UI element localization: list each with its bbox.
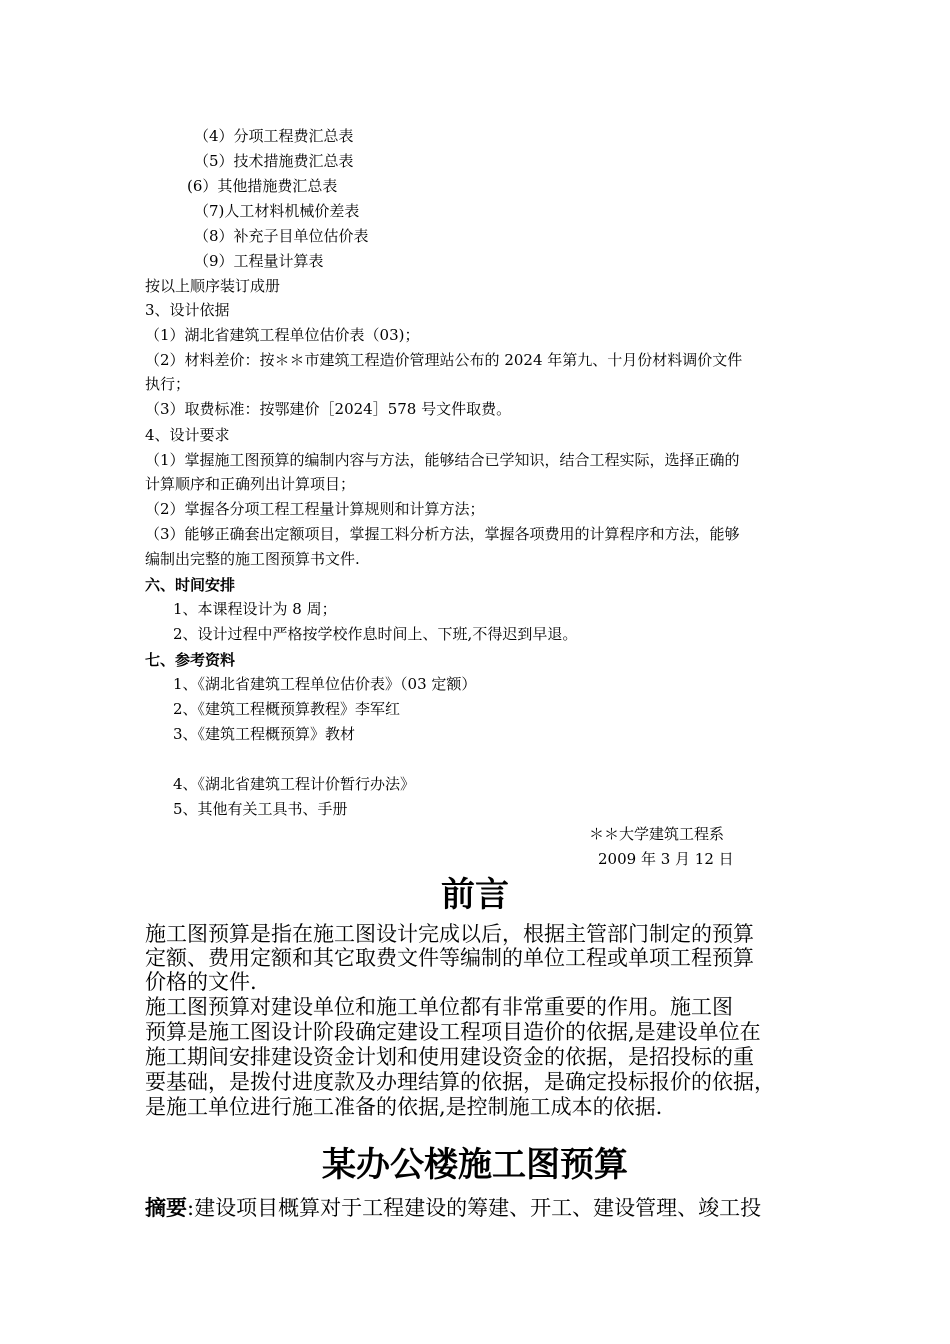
references-heading: 七、参考资料 [145, 651, 236, 669]
preface-paragraph-line: 是施工单位进行施工准备的依据,是控制施工成本的依据. [145, 1095, 663, 1119]
reference-item: 3、《建筑工程概预算》教材 [173, 725, 356, 743]
design-basis-item: （1）湖北省建筑工程单位估价表（03)； [145, 326, 420, 344]
abstract-label: 摘要 [145, 1195, 187, 1220]
signature-org: ＊＊大学建筑工程系 [589, 825, 725, 843]
abstract-line [145, 1196, 825, 1220]
design-req-heading: 4、设计要求 [145, 426, 230, 444]
preface-paragraph-line: 预算是施工图设计阶段确定建设工程项目造价的依据,是建设单位在 [145, 1020, 761, 1044]
design-req-item: （2）掌握各分项工程工程量计算规则和计算方法； [145, 500, 485, 518]
preface-title: 前言 [441, 875, 509, 915]
design-basis-item: （2）材料差价：按＊＊市建筑工程造价管理站公布的 2024 年第九、十月份材料调价文件 [145, 351, 743, 369]
reference-item: 5、其他有关工具书、手册 [173, 800, 348, 818]
design-basis-item: （3）取费标准：按鄂建价［2024］578 号文件取费。 [145, 400, 512, 418]
preface-paragraph-line: 价格的文件. [145, 970, 257, 994]
preface-paragraph-line: 施工图预算是指在施工图设计完成以后，根据主管部门制定的预算 [145, 922, 754, 946]
schedule-item: 2、设计过程中严格按学校作息时间上、下班,不得迟到早退。 [173, 625, 578, 643]
schedule-heading: 六、时间安排 [145, 576, 236, 594]
preface-paragraph-line: 施工期间安排建设资金计划和使用建设资金的依据，是招投标的重 [145, 1045, 754, 1069]
signature-date: 2009 年 3 月 12 日 [598, 850, 734, 868]
abstract-text: :建设项目概算对于工程建设的筹建、开工、建设管理、竣工投 [187, 1196, 762, 1220]
design-basis-heading: 3、设计依据 [145, 301, 230, 319]
design-req-item-cont: 计算顺序和正确列出计算项目； [145, 475, 356, 493]
list-item: （7)人工材料机械价差表 [194, 202, 360, 220]
list-item: （4）分项工程费汇总表 [194, 127, 354, 145]
preface-paragraph-line: 要基础，是拨付进度款及办理结算的依据，是确定投标报价的依据， [145, 1070, 775, 1094]
list-item: (6）其他措施费汇总表 [187, 177, 338, 195]
preface-paragraph-line: 施工图预算对建设单位和施工单位都有非常重要的作用。施工图 [145, 995, 733, 1019]
list-item: （9）工程量计算表 [194, 252, 324, 270]
reference-item: 2、《建筑工程概预算教程》李军红 [173, 700, 401, 718]
reference-item: 1、《湖北省建筑工程单位估价表》（03 定额） [173, 675, 477, 693]
design-req-item: （1）掌握施工图预算的编制内容与方法，能够结合已学知识，结合工程实际，选择正确的 [145, 451, 740, 469]
reference-item: 4、《湖北省建筑工程计价暂行办法》 [173, 775, 416, 793]
design-basis-item-cont: 执行； [145, 375, 191, 393]
project-title: 某办公楼施工图预算 [322, 1145, 628, 1185]
list-item: （8）补充子目单位估价表 [194, 227, 369, 245]
list-item: （5）技术措施费汇总表 [194, 152, 354, 170]
schedule-item: 1、本课程设计为 8 周； [173, 600, 337, 618]
design-req-item-cont: 编制出完整的施工图预算书文件. [145, 550, 360, 568]
binding-note: 按以上顺序装订成册 [145, 277, 281, 295]
preface-paragraph-line: 定额、费用定额和其它取费文件等编制的单位工程或单项工程预算 [145, 946, 754, 970]
design-req-item: （3）能够正确套出定额项目，掌握工料分析方法，掌握各项费用的计算程序和方法，能够 [145, 525, 740, 543]
